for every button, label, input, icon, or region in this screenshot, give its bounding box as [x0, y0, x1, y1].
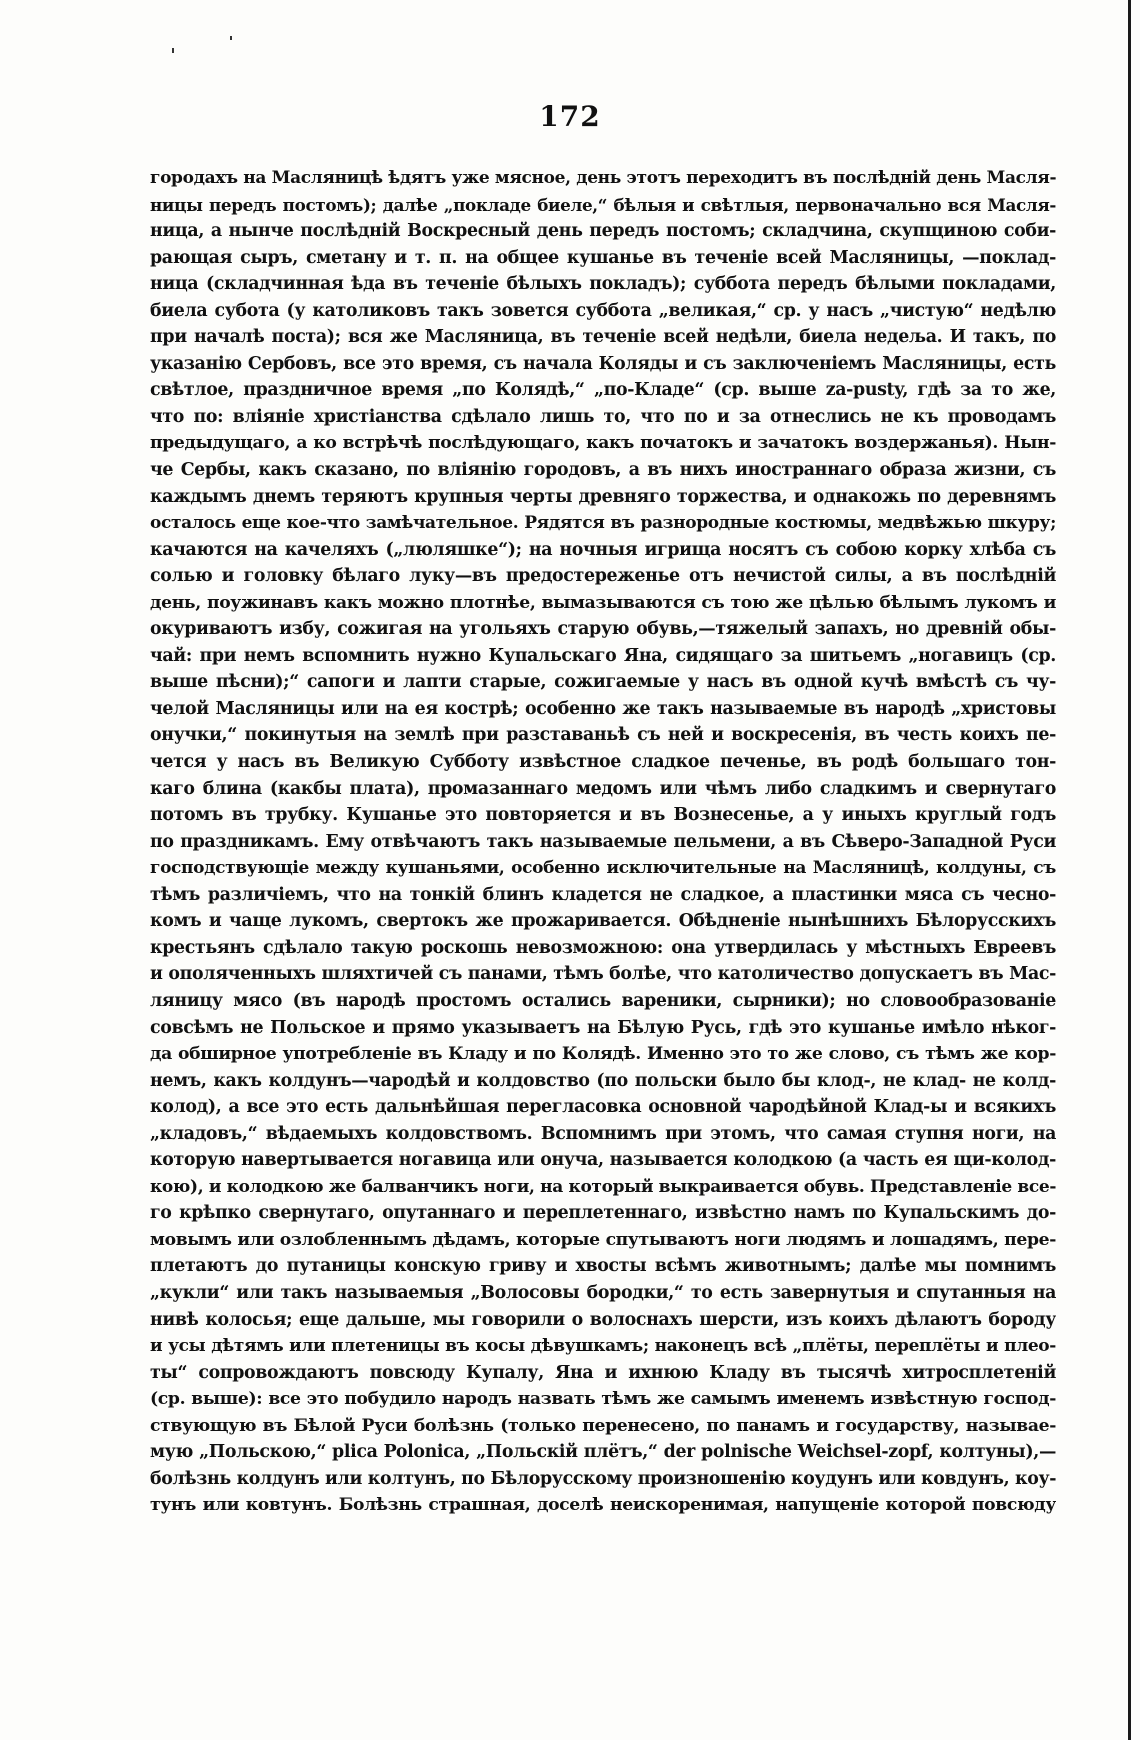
- text-line: потомъ въ трубку. Кушанье это повторяется и въ Вознесенье, а у иныхъ круглый годъ: [150, 805, 1056, 826]
- text-line: болѣзнь колдунъ или колтунъ, по Бѣлорусскому произношенію коудунъ или ковдунъ, коу-: [150, 1468, 1056, 1489]
- text-line: че Сербы, какъ сказано, по вліянію городовъ, а въ нихъ иностраннаго образа жизни, съ: [150, 460, 1056, 481]
- text-line: мую „Польскою,“ plica Polonica, „Польскій плётъ,“ der polnische Weichsel-zopf, колтуны),—: [150, 1442, 1056, 1463]
- scan-speck: [172, 48, 174, 53]
- text-line: осталось еще кое-что замѣчательное. Рядятся въ разнородные костюмы, медвѣжью шкуру;: [150, 513, 1056, 534]
- text-line: предыдущаго, а ко встрѣчѣ послѣдующаго, какъ початокъ и зачатокъ воздержанья). Нын-: [150, 433, 1056, 454]
- text-line: (ср. выше): все это побудило народъ назвать тѣмъ же самымъ именемъ извѣстную господ-: [150, 1389, 1056, 1410]
- page-edge-rule: [1128, 0, 1131, 1740]
- scan-speck: [230, 36, 232, 40]
- text-line: мовымъ или озлобленнымъ дѣдамъ, которые спутываютъ ноги людямъ и лошадямъ, пере-: [150, 1229, 1056, 1250]
- text-line: и ополяченныхъ шляхтичей съ панами, тѣмъ болѣе, что католичество допускаетъ въ Мас-: [150, 964, 1056, 985]
- text-line: каго блина (какбы плата), промазаннаго медомъ или чѣмъ либо сладкимъ и свернутаго: [150, 778, 1056, 799]
- text-line: онучки,“ покинутыя на землѣ при разставаньѣ съ ней и воскресенія, въ честь коихъ пе-: [150, 725, 1056, 746]
- text-line: качаются на качеляхъ („люляшке“); на ночныя игрища носятъ съ собою корку хлѣба съ: [150, 539, 1056, 560]
- page-number: 172: [539, 100, 601, 133]
- text-line: солью и головку бѣлаго луку—въ предостереженье отъ нечистой силы, а въ послѣдній: [150, 566, 1056, 587]
- text-line: чется у насъ въ Великую Субботу извѣстное сладкое печенье, въ родѣ большаго тон-: [150, 752, 1056, 773]
- text-line: ницы передъ постомъ); далѣе „покладе биеле,“ бѣлыя и свѣтлыя, первоначально вся Масля-: [150, 194, 1056, 215]
- text-line: кою), и колодкою же балванчикъ ноги, на который выкраивается обувь. Представленіе все-: [150, 1176, 1056, 1197]
- text-line: по праздникамъ. Ему отвѣчаютъ такъ называемые пельмени, а въ Сѣверо-Западной Руси: [150, 831, 1056, 852]
- text-line: биела субота (у католиковъ такъ зовется суббота „великая,“ ср. у насъ „чистую“ недѣлю: [150, 300, 1056, 321]
- text-line: тунъ или ковтунъ. Болѣзнь страшная, доселѣ неискоренимая, напущеніе которой повсюду: [150, 1495, 1056, 1516]
- text-line: совсѣмъ не Польское и прямо указываетъ на Бѣлую Русь, гдѣ это кушанье имѣло нѣког-: [150, 1017, 1056, 1038]
- text-line: указанію Сербовъ, все это время, съ начала Коляды и съ заключеніемъ Масляницы, есть: [150, 353, 1056, 374]
- text-line: немъ, какъ колдунъ—чародѣй и колдовство (по польски было бы клод-, не клад- не колд-: [150, 1070, 1056, 1091]
- text-line: которую навертывается ногавица или онуча, называется колодкою (а часть ея щи-колод-: [150, 1150, 1056, 1171]
- text-line: день, поужинавъ какъ можно плотнѣе, вымазываются съ тою же цѣлью бѣлымъ лукомъ и: [150, 592, 1056, 613]
- text-line: ты“ сопровождаютъ повсюду Купалу, Яна и ихнюю Кладу въ тысячѣ хитросплетеній: [150, 1362, 1056, 1383]
- text-line: свѣтлое, праздничное время „по Колядѣ,“ „по-Кладе“ (ср. выше za-pusty, гдѣ за то же,: [150, 380, 1056, 401]
- text-line: окуриваютъ избу, сожигая на угольяхъ старую обувь,—тяжелый запахъ, но древній обы-: [150, 619, 1056, 640]
- text-line: „кладовъ,“ вѣдаемыхъ колдовствомъ. Вспомнимъ при этомъ, что самая ступня ноги, на: [150, 1123, 1056, 1144]
- body-text: [150, 165, 1056, 1519]
- text-line: комъ и чаще лукомъ, свертокъ же прожаривается. Обѣдненіе нынѣшнихъ Бѣлорусскихъ: [150, 911, 1056, 932]
- text-line: крестьянъ сдѣлало такую роскошь невозможною: она утвердилась у мѣстныхъ Евреевъ: [150, 937, 1056, 958]
- text-line: рающая сыръ, сметану и т. п. на общее кушанье въ теченіе всей Масляницы, —поклад-: [150, 247, 1056, 268]
- text-line: выше пѣсни);“ сапоги и лапти старые, сожигаемые у насъ въ одной кучѣ вмѣстѣ съ чу-: [150, 672, 1056, 693]
- text-line: го крѣпко свернутаго, опутаннаго и переплетеннаго, извѣстно намъ по Купальскимъ до-: [150, 1203, 1056, 1224]
- text-line: ствующую въ Бѣлой Руси болѣзнь (только перенесено, по панамъ и государству, называе-: [150, 1415, 1056, 1436]
- text-line: каждымъ днемъ теряютъ крупныя черты древняго торжества, и однакожь по деревнямъ: [150, 486, 1056, 507]
- text-line: да обширное употребленіе въ Кладу и по Колядѣ. Именно это то же слово, съ тѣмъ же кор-: [150, 1044, 1056, 1065]
- text-line: челой Масляницы или на ея кострѣ; особенно же такъ называемые въ народѣ „христовы: [150, 698, 1056, 719]
- text-line: и усы дѣтямъ или плетеницы въ косы дѣвушкамъ; наконецъ всѣ „плёты, переплёты и плео-: [150, 1336, 1056, 1357]
- text-line: господствующіе между кушаньями, особенно исключительные на Масляницѣ, колдуны, съ: [150, 858, 1056, 879]
- text-line: колод), а все это есть дальнѣйшая перегласовка основной чародѣйной Клад-ы и всякихъ: [150, 1097, 1056, 1118]
- text-line: чай: при немъ вспомнить нужно Купальскаго Яна, сидящаго за шитьемъ „ногавицъ (ср.: [150, 645, 1056, 666]
- text-line: ница (складчинная ѣда въ теченіе бѣлыхъ покладъ); суббота передъ бѣлыми покладами,: [150, 274, 1056, 295]
- text-line: плетаютъ до путаницы конскую гриву и хвосты всѣмъ животнымъ; далѣе мы помнимъ: [150, 1256, 1056, 1277]
- text-line: ница, а нынче послѣдній Воскресный день передъ постомъ; складчина, скупщиною соби-: [150, 221, 1056, 242]
- text-line: нивѣ колосья; еще дальше, мы говорили о волоснахъ шерсти, изъ коихъ дѣлаютъ бороду: [150, 1309, 1056, 1330]
- text-line: тѣмъ различіемъ, что на тонкій блинъ кладется не сладкое, а пластинки мяса съ чесно-: [150, 884, 1056, 905]
- text-line: при началѣ поста); вся же Масляница, въ теченіе всей недѣли, биела недеља. И такъ, по: [150, 327, 1056, 348]
- text-line: ляницу мясо (въ народѣ простомъ остались вареники, сырники); но словообразованіе: [150, 990, 1056, 1011]
- text-line: что по: вліяніе христіанства сдѣлало лишь то, что по и за отнеслись не къ проводамъ: [150, 406, 1056, 427]
- text-line: „кукли“ или такъ называемыя „Волосовы бородки,“ то есть завернутыя и спутанныя на: [150, 1282, 1056, 1303]
- text-line: городахъ на Масляницѣ ѣдятъ уже мясное, день этотъ переходитъ въ послѣдній день Масля-: [150, 168, 1056, 188]
